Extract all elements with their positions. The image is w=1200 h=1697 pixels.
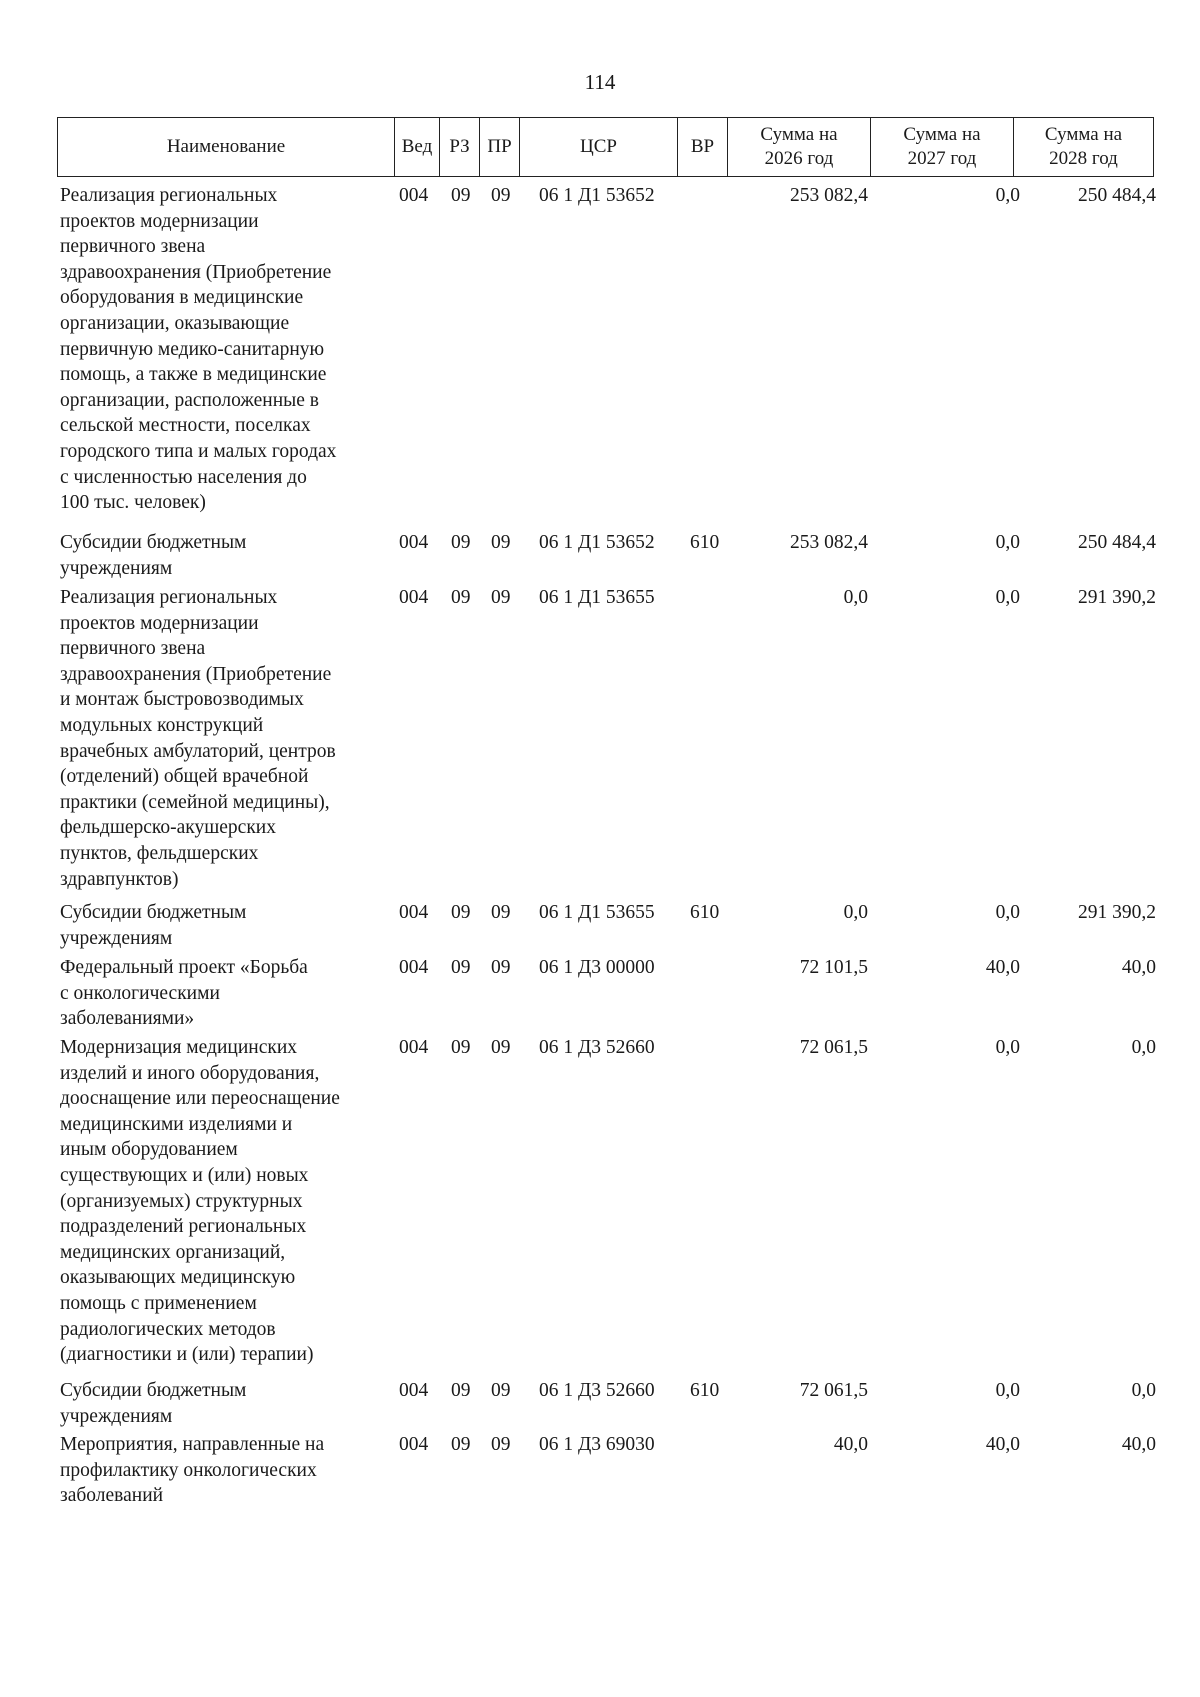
sum-2027-cell: 0,0 bbox=[995, 532, 1020, 553]
rz-cell: 09 bbox=[451, 1380, 471, 1401]
sum-2028-cell: 250 484,4 bbox=[1078, 532, 1156, 553]
rz-cell: 09 bbox=[451, 957, 471, 978]
pr-cell: 09 bbox=[491, 185, 511, 206]
name-line: заболеваниями» bbox=[60, 1008, 195, 1030]
page-number: 114 bbox=[584, 70, 616, 94]
sum-2027-cell: 0,0 bbox=[995, 1037, 1020, 1058]
name-cell bbox=[60, 585, 390, 892]
name-line: фельдшерско-акушерских bbox=[60, 817, 276, 839]
header-pr: ПР bbox=[480, 118, 520, 177]
name-line: иным оборудованием bbox=[60, 1139, 238, 1161]
ved-cell: 004 bbox=[399, 532, 429, 553]
name-line: городского типа и малых городах bbox=[60, 440, 337, 462]
name-cell bbox=[60, 183, 390, 516]
name-cell bbox=[60, 900, 390, 951]
sum-2027-cell: 0,0 bbox=[995, 902, 1020, 923]
header-sum-2028-line2: 2028 год bbox=[1049, 148, 1118, 169]
header-ved: Вед bbox=[395, 118, 440, 177]
csr-cell: 06 1 Д1 53655 bbox=[539, 587, 655, 608]
name-line: и монтаж быстровозводимых bbox=[60, 689, 304, 711]
ved-cell: 004 bbox=[399, 587, 429, 608]
sum-2027-cell: 40,0 bbox=[985, 1434, 1020, 1455]
sum-2026-cell: 72 061,5 bbox=[799, 1037, 868, 1058]
sum-2027-cell: 40,0 bbox=[985, 957, 1020, 978]
name-line: изделий и иного оборудования, bbox=[60, 1062, 320, 1084]
name-line: оказывающих медицинскую bbox=[60, 1267, 296, 1289]
header-sum-2028-line1: Сумма на bbox=[1044, 124, 1123, 145]
sum-2026-cell: 40,0 bbox=[833, 1434, 868, 1455]
vr-cell: 610 bbox=[690, 1380, 720, 1401]
header-sum-2027-line1: Сумма на bbox=[903, 124, 981, 145]
name-line: здравоохранения (Приобретение bbox=[60, 261, 332, 283]
header-rz: РЗ bbox=[440, 118, 480, 177]
rz-cell: 09 bbox=[451, 902, 471, 923]
name-line: профилактику онкологических bbox=[60, 1459, 317, 1481]
sum-2027-cell: 0,0 bbox=[995, 1380, 1020, 1401]
name-line: подразделений региональных bbox=[60, 1216, 307, 1238]
sum-2028-cell: 291 390,2 bbox=[1078, 587, 1156, 608]
pr-cell: 09 bbox=[491, 1380, 511, 1401]
csr-cell: 06 1 Д3 52660 bbox=[539, 1037, 655, 1058]
name-cell bbox=[60, 955, 390, 1032]
name-line: с онкологическими bbox=[60, 982, 220, 1004]
name-line: (организуемых) структурных bbox=[60, 1190, 303, 1212]
csr-cell: 06 1 Д3 52660 bbox=[539, 1380, 655, 1401]
name-line: помощь, а также в медицинские bbox=[60, 364, 327, 386]
name-cell bbox=[60, 1378, 390, 1429]
header-sum-2027-line2: 2027 год bbox=[907, 148, 977, 169]
name-line: Мероприятия, направленные на bbox=[60, 1434, 325, 1455]
name-line: медицинских организаций, bbox=[60, 1241, 286, 1263]
pr-cell: 09 bbox=[491, 587, 511, 608]
sum-2028-cell: 0,0 bbox=[1131, 1037, 1156, 1058]
name-line: врачебных амбулаторий, центров bbox=[60, 740, 336, 762]
header-sum-2028 bbox=[1014, 118, 1154, 177]
rz-cell: 09 bbox=[451, 1434, 471, 1455]
sum-2026-cell: 0,0 bbox=[843, 587, 868, 608]
rz-cell: 09 bbox=[451, 532, 471, 553]
sum-2028-cell: 291 390,2 bbox=[1078, 902, 1156, 923]
sum-2026-cell: 253 082,4 bbox=[790, 532, 868, 553]
rz-cell: 09 bbox=[451, 587, 471, 608]
ved-cell: 004 bbox=[399, 1037, 429, 1058]
name-line: модульных конструкций bbox=[60, 714, 264, 736]
name-line: первичного звена bbox=[60, 638, 206, 660]
header-name: Наименование bbox=[58, 118, 395, 177]
sum-2028-cell: 40,0 bbox=[1121, 957, 1156, 978]
name-cell bbox=[60, 530, 390, 581]
csr-cell: 06 1 Д3 00000 bbox=[539, 957, 655, 978]
ved-cell: 004 bbox=[399, 1380, 429, 1401]
ved-cell: 004 bbox=[399, 1434, 429, 1455]
sum-2026-cell: 72 101,5 bbox=[799, 957, 868, 978]
name-line: проектов модернизации bbox=[60, 612, 259, 634]
header-sum-2026 bbox=[728, 118, 871, 177]
csr-cell: 06 1 Д1 53652 bbox=[539, 532, 655, 553]
name-line: с численностью населения до bbox=[60, 466, 307, 488]
name-line: здравоохранения (Приобретение bbox=[60, 663, 332, 685]
name-line: Федеральный проект «Борьба bbox=[60, 957, 308, 978]
name-line: Субсидии бюджетным bbox=[60, 902, 247, 923]
name-line: медицинскими изделиями и bbox=[60, 1113, 293, 1135]
name-line: учреждениям bbox=[60, 557, 173, 579]
name-line: учреждениям bbox=[60, 927, 173, 949]
name-line: учреждениям bbox=[60, 1405, 173, 1427]
name-line: Реализация региональных bbox=[60, 587, 278, 608]
sum-2026-cell: 253 082,4 bbox=[790, 185, 868, 206]
vr-cell: 610 bbox=[690, 902, 720, 923]
name-line: первичного звена bbox=[60, 236, 206, 258]
name-line: Реализация региональных bbox=[60, 185, 278, 206]
rz-cell: 09 bbox=[451, 1037, 471, 1058]
header-vr: ВР bbox=[678, 118, 728, 177]
header-sum-2026-line2: 2026 год bbox=[764, 148, 834, 169]
sum-2026-cell: 0,0 bbox=[843, 902, 868, 923]
pr-cell: 09 bbox=[491, 957, 511, 978]
name-line: организации, расположенные в bbox=[60, 389, 320, 411]
sum-2028-cell: 250 484,4 bbox=[1078, 185, 1156, 206]
header-sum-2026-line1: Сумма на bbox=[760, 124, 838, 145]
csr-cell: 06 1 Д1 53655 bbox=[539, 902, 655, 923]
name-line: сельской местности, поселках bbox=[60, 415, 311, 437]
pr-cell: 09 bbox=[491, 532, 511, 553]
sum-2027-cell: 0,0 bbox=[995, 587, 1020, 608]
table-header bbox=[57, 117, 1154, 177]
name-line: организации, оказывающие bbox=[60, 312, 290, 334]
name-line: проектов модернизации bbox=[60, 210, 259, 232]
ved-cell: 004 bbox=[399, 902, 429, 923]
name-line: оборудования в медицинские bbox=[60, 287, 304, 309]
pr-cell: 09 bbox=[491, 1434, 511, 1455]
name-line: Субсидии бюджетным bbox=[60, 1380, 247, 1401]
name-line: радиологических методов bbox=[60, 1318, 276, 1340]
ved-cell: 004 bbox=[399, 185, 429, 206]
name-line: пунктов, фельдшерских bbox=[60, 842, 259, 864]
pr-cell: 09 bbox=[491, 902, 511, 923]
name-line: заболеваний bbox=[60, 1485, 164, 1507]
name-line: здравпунктов) bbox=[60, 868, 179, 890]
name-cell bbox=[60, 1035, 390, 1368]
vr-cell: 610 bbox=[690, 532, 720, 553]
header-sum-2027 bbox=[871, 118, 1014, 177]
pr-cell: 09 bbox=[491, 1037, 511, 1058]
csr-cell: 06 1 Д3 69030 bbox=[539, 1434, 655, 1455]
sum-2027-cell: 0,0 bbox=[995, 185, 1020, 206]
name-line: 100 тыс. человек) bbox=[60, 492, 206, 514]
name-line: Субсидии бюджетным bbox=[60, 532, 247, 553]
ved-cell: 004 bbox=[399, 957, 429, 978]
name-line: практики (семейной медицины), bbox=[60, 791, 330, 813]
name-line: Модернизация медицинских bbox=[60, 1037, 298, 1058]
rz-cell: 09 bbox=[451, 185, 471, 206]
name-line: дооснащение или переоснащение bbox=[60, 1088, 340, 1110]
sum-2028-cell: 40,0 bbox=[1121, 1434, 1156, 1455]
name-cell bbox=[60, 1432, 390, 1509]
sum-2028-cell: 0,0 bbox=[1131, 1380, 1156, 1401]
sum-2026-cell: 72 061,5 bbox=[799, 1380, 868, 1401]
name-line: существующих и (или) новых bbox=[60, 1164, 309, 1186]
name-line: (диагностики и (или) терапии) bbox=[60, 1344, 314, 1366]
header-csr: ЦСР bbox=[520, 118, 678, 177]
name-line: первичную медико-санитарную bbox=[60, 338, 325, 360]
name-line: (отделений) общей врачебной bbox=[60, 766, 309, 788]
csr-cell: 06 1 Д1 53652 bbox=[539, 185, 655, 206]
name-line: помощь с применением bbox=[60, 1292, 257, 1314]
